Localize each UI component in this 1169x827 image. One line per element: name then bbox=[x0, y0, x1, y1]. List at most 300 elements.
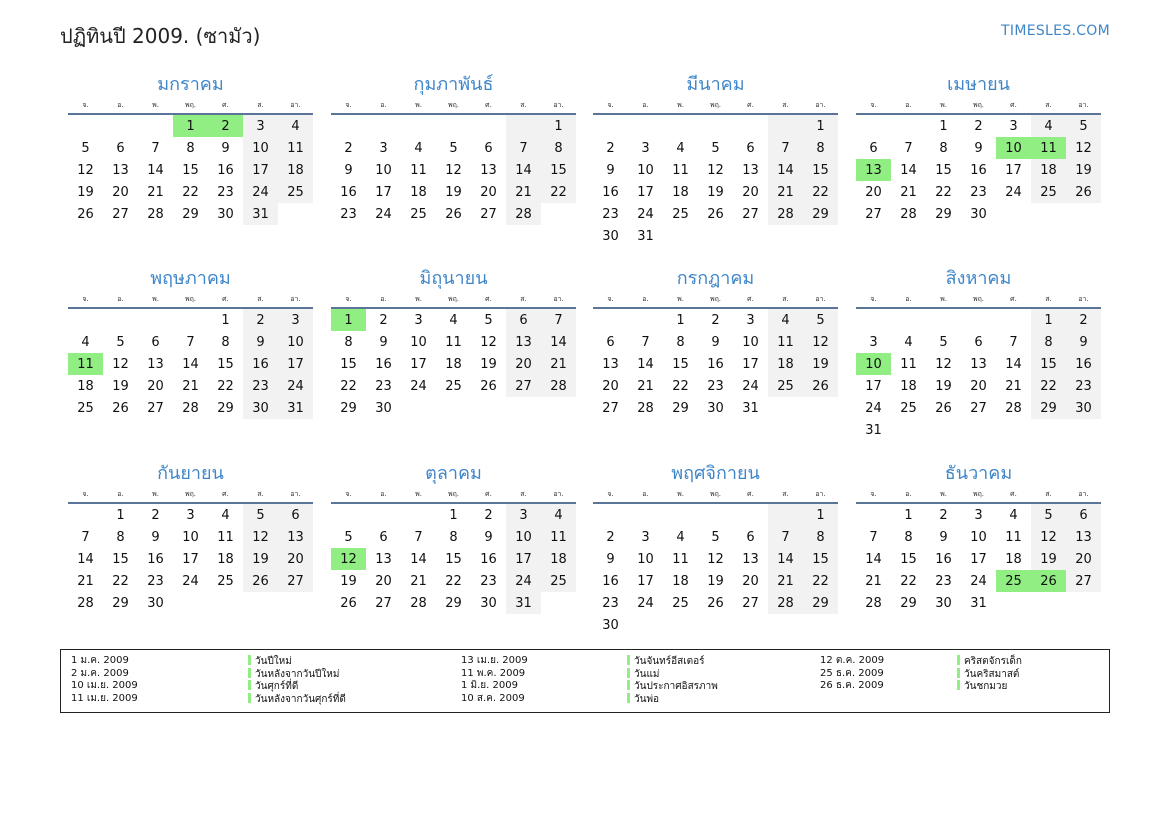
day-cell: 28 bbox=[182, 400, 199, 416]
day-cell: 28 bbox=[768, 592, 803, 614]
day-cell: 11 bbox=[1031, 137, 1066, 159]
day-cell: 24 bbox=[637, 595, 654, 611]
day-cell: 7 bbox=[1009, 334, 1018, 350]
weekday-label: พฤ. bbox=[447, 100, 460, 109]
day-cell: 25 bbox=[672, 595, 689, 611]
day-cell: 19 bbox=[112, 378, 129, 394]
day-cell: 25 bbox=[217, 573, 234, 589]
day-cell: 17 bbox=[970, 551, 987, 567]
day-cell: 6 bbox=[506, 309, 541, 331]
day-cell: 16 bbox=[707, 356, 724, 372]
day-cell: 29 bbox=[112, 595, 129, 611]
day-cell: 12 bbox=[77, 162, 94, 178]
day-cell: 3 bbox=[506, 504, 541, 526]
day-cell: 20 bbox=[506, 353, 541, 375]
legend-date: 11 พ.ค. 2009 bbox=[461, 667, 526, 679]
holiday-marker bbox=[627, 680, 630, 690]
day-cell: 23 bbox=[602, 595, 619, 611]
weekday-label: พ. bbox=[940, 294, 947, 303]
day-cell: 22 bbox=[340, 378, 357, 394]
empty-day-cell bbox=[891, 419, 926, 441]
day-cell: 20 bbox=[970, 378, 987, 394]
day-cell: 30 bbox=[480, 595, 497, 611]
day-cell: 24 bbox=[278, 375, 313, 397]
weekday-header bbox=[856, 487, 1101, 501]
day-cell: 9 bbox=[939, 529, 948, 545]
month-block bbox=[331, 72, 576, 225]
day-cell: 7 bbox=[81, 529, 90, 545]
day-cell: 3 bbox=[746, 312, 755, 328]
day-cell: 15 bbox=[900, 551, 917, 567]
weekday-label: อา. bbox=[553, 489, 564, 498]
day-cell: 10 bbox=[506, 526, 541, 548]
day-cell: 3 bbox=[641, 140, 650, 156]
day-cell: 19 bbox=[1031, 548, 1066, 570]
day-cell: 2 bbox=[208, 115, 243, 137]
empty-day-cell bbox=[891, 309, 926, 331]
day-cell: 29 bbox=[672, 400, 689, 416]
empty-day-cell bbox=[733, 504, 768, 526]
day-cell: 31 bbox=[865, 422, 882, 438]
day-cell: 14 bbox=[768, 159, 803, 181]
day-cell: 2 bbox=[974, 118, 983, 134]
empty-day-cell bbox=[803, 614, 838, 636]
weekday-label: ส. bbox=[1045, 100, 1052, 109]
day-cell: 30 bbox=[970, 206, 987, 222]
day-cell: 13 bbox=[742, 162, 759, 178]
empty-day-cell bbox=[436, 115, 471, 137]
weekday-label: จ. bbox=[607, 489, 614, 498]
day-cell: 14 bbox=[506, 159, 541, 181]
weekday-label: จ. bbox=[345, 100, 352, 109]
day-cell: 29 bbox=[900, 595, 917, 611]
day-cell: 27 bbox=[742, 206, 759, 222]
weekday-label: อ. bbox=[642, 100, 649, 109]
empty-day-cell bbox=[593, 504, 628, 526]
month-name: มิถุนายน bbox=[419, 268, 488, 289]
empty-day-cell bbox=[366, 504, 401, 526]
day-cell: 12 bbox=[1066, 137, 1101, 159]
day-cell: 4 bbox=[221, 507, 230, 523]
empty-day-cell bbox=[278, 203, 313, 225]
weekday-label: อ. bbox=[117, 489, 124, 498]
day-cell: 15 bbox=[182, 162, 199, 178]
day-cell: 21 bbox=[768, 570, 803, 592]
day-cell: 8 bbox=[344, 334, 353, 350]
weekday-label: ส. bbox=[782, 294, 789, 303]
weekday-label: พ. bbox=[152, 489, 159, 498]
day-grid bbox=[593, 504, 838, 636]
day-cell: 3 bbox=[414, 312, 423, 328]
weekday-label: ส. bbox=[1045, 294, 1052, 303]
day-cell: 22 bbox=[541, 181, 576, 203]
weekday-header bbox=[68, 487, 313, 501]
day-cell: 19 bbox=[707, 573, 724, 589]
month-name: พฤษภาคม bbox=[150, 268, 231, 289]
day-cell: 31 bbox=[637, 228, 654, 244]
day-cell: 1 bbox=[541, 115, 576, 137]
weekday-label: อ. bbox=[380, 100, 387, 109]
day-grid bbox=[331, 115, 576, 225]
day-cell: 21 bbox=[506, 181, 541, 203]
day-cell: 27 bbox=[278, 570, 313, 592]
day-cell: 12 bbox=[707, 162, 724, 178]
day-cell: 9 bbox=[974, 140, 983, 156]
day-cell: 27 bbox=[1066, 570, 1101, 592]
day-cell: 31 bbox=[278, 397, 313, 419]
empty-day-cell bbox=[506, 115, 541, 137]
day-cell: 23 bbox=[707, 378, 724, 394]
empty-day-cell bbox=[1031, 419, 1066, 441]
empty-day-cell bbox=[768, 225, 803, 247]
weekday-label: อา. bbox=[815, 489, 826, 498]
day-cell: 10 bbox=[996, 137, 1031, 159]
day-cell: 12 bbox=[480, 334, 497, 350]
day-cell: 1 bbox=[173, 115, 208, 137]
legend-name: วันประกาศอิสรภาพ bbox=[634, 681, 718, 692]
weekday-label: อา. bbox=[815, 294, 826, 303]
day-cell: 30 bbox=[1066, 397, 1101, 419]
day-cell: 30 bbox=[602, 228, 619, 244]
day-cell: 1 bbox=[221, 312, 230, 328]
day-cell: 24 bbox=[410, 378, 427, 394]
day-cell: 21 bbox=[182, 378, 199, 394]
legend-col-3-names bbox=[957, 655, 1022, 693]
day-cell: 18 bbox=[410, 184, 427, 200]
month-block bbox=[331, 461, 576, 614]
empty-day-cell bbox=[663, 115, 698, 137]
day-cell: 8 bbox=[803, 137, 838, 159]
day-cell: 8 bbox=[541, 137, 576, 159]
day-cell: 2 bbox=[606, 140, 615, 156]
weekday-header bbox=[331, 292, 576, 306]
holiday-marker bbox=[627, 655, 630, 665]
day-cell: 27 bbox=[742, 595, 759, 611]
day-cell: 16 bbox=[217, 162, 234, 178]
day-cell: 12 bbox=[445, 162, 462, 178]
day-cell: 24 bbox=[742, 378, 759, 394]
day-cell: 28 bbox=[1005, 400, 1022, 416]
day-cell: 15 bbox=[935, 162, 952, 178]
day-cell: 2 bbox=[484, 507, 493, 523]
holiday-marker bbox=[957, 655, 960, 665]
day-cell: 22 bbox=[182, 184, 199, 200]
day-cell: 17 bbox=[410, 356, 427, 372]
day-cell: 20 bbox=[1066, 548, 1101, 570]
weekday-header bbox=[593, 98, 838, 112]
day-cell: 29 bbox=[803, 203, 838, 225]
weekday-header bbox=[856, 98, 1101, 112]
empty-day-cell bbox=[401, 397, 436, 419]
weekday-label: ศ. bbox=[222, 294, 229, 303]
day-cell: 17 bbox=[865, 378, 882, 394]
day-cell: 8 bbox=[676, 334, 685, 350]
weekday-label: อ. bbox=[117, 294, 124, 303]
day-grid bbox=[856, 504, 1101, 614]
page-title: ปฏิทินปี 2009. (ซามัว) bbox=[60, 24, 261, 48]
day-cell: 23 bbox=[970, 184, 987, 200]
site-link[interactable]: TIMESLES.COM bbox=[1001, 23, 1110, 39]
weekday-label: พ. bbox=[940, 100, 947, 109]
weekday-label: จ. bbox=[345, 294, 352, 303]
empty-day-cell bbox=[663, 504, 698, 526]
day-cell: 7 bbox=[414, 529, 423, 545]
day-cell: 1 bbox=[1031, 309, 1066, 331]
weekday-label: อ. bbox=[380, 294, 387, 303]
day-cell: 1 bbox=[449, 507, 458, 523]
day-cell: 24 bbox=[182, 573, 199, 589]
day-cell: 12 bbox=[331, 548, 366, 570]
empty-day-cell bbox=[506, 397, 541, 419]
day-cell: 19 bbox=[445, 184, 462, 200]
day-cell: 5 bbox=[803, 309, 838, 331]
day-cell: 23 bbox=[480, 573, 497, 589]
day-cell: 5 bbox=[116, 334, 125, 350]
weekday-label: พฤ. bbox=[184, 489, 197, 498]
legend-date: 1 ม.ค. 2009 bbox=[71, 655, 129, 666]
empty-day-cell bbox=[628, 115, 663, 137]
day-cell: 31 bbox=[506, 592, 541, 614]
holiday-marker bbox=[248, 655, 251, 665]
day-cell: 25 bbox=[996, 570, 1031, 592]
day-cell: 16 bbox=[602, 184, 619, 200]
day-cell: 2 bbox=[939, 507, 948, 523]
weekday-label: พฤ. bbox=[447, 489, 460, 498]
day-cell: 9 bbox=[221, 140, 230, 156]
day-cell: 11 bbox=[217, 529, 234, 545]
day-cell: 23 bbox=[935, 573, 952, 589]
day-cell: 26 bbox=[112, 400, 129, 416]
day-cell: 15 bbox=[340, 356, 357, 372]
day-cell: 11 bbox=[541, 526, 576, 548]
empty-day-cell bbox=[733, 115, 768, 137]
weekday-label: พ. bbox=[415, 489, 422, 498]
weekday-label: อ. bbox=[117, 100, 124, 109]
day-cell: 30 bbox=[375, 400, 392, 416]
day-cell: 25 bbox=[541, 570, 576, 592]
month-name: มีนาคม bbox=[686, 74, 745, 95]
empty-day-cell bbox=[331, 115, 366, 137]
day-cell: 24 bbox=[1005, 184, 1022, 200]
weekday-label: อ. bbox=[905, 294, 912, 303]
weekday-label: ศ. bbox=[1010, 294, 1017, 303]
day-cell: 23 bbox=[243, 375, 278, 397]
day-cell: 26 bbox=[707, 206, 724, 222]
day-cell: 18 bbox=[278, 159, 313, 181]
day-cell: 13 bbox=[1066, 526, 1101, 548]
weekday-label: จ. bbox=[870, 100, 877, 109]
day-cell: 28 bbox=[865, 595, 882, 611]
day-cell: 12 bbox=[707, 551, 724, 567]
weekday-label: ศ. bbox=[1010, 100, 1017, 109]
legend-name: วันแม่ bbox=[634, 668, 660, 680]
day-cell: 28 bbox=[77, 595, 94, 611]
day-cell: 20 bbox=[742, 573, 759, 589]
day-cell: 6 bbox=[484, 140, 493, 156]
day-cell: 22 bbox=[445, 573, 462, 589]
day-cell: 11 bbox=[68, 353, 103, 375]
weekday-label: อ. bbox=[642, 294, 649, 303]
day-cell: 21 bbox=[900, 184, 917, 200]
empty-day-cell bbox=[103, 309, 138, 331]
month-name: พฤศจิกายน bbox=[671, 463, 760, 484]
day-cell: 11 bbox=[672, 162, 689, 178]
empty-day-cell bbox=[331, 504, 366, 526]
empty-day-cell bbox=[1066, 419, 1101, 441]
empty-day-cell bbox=[138, 115, 173, 137]
day-cell: 11 bbox=[445, 334, 462, 350]
day-cell: 6 bbox=[278, 504, 313, 526]
day-cell: 14 bbox=[865, 551, 882, 567]
day-cell: 10 bbox=[243, 137, 278, 159]
empty-day-cell bbox=[68, 115, 103, 137]
month-block bbox=[68, 72, 313, 225]
weekday-label: พฤ. bbox=[709, 294, 722, 303]
weekday-label: อ. bbox=[642, 489, 649, 498]
day-cell: 8 bbox=[186, 140, 195, 156]
day-cell: 5 bbox=[939, 334, 948, 350]
weekday-label: พ. bbox=[677, 294, 684, 303]
weekday-label: ส. bbox=[257, 100, 264, 109]
day-cell: 30 bbox=[935, 595, 952, 611]
empty-day-cell bbox=[173, 592, 208, 614]
day-cell: 27 bbox=[480, 206, 497, 222]
day-cell: 3 bbox=[379, 140, 388, 156]
day-cell: 28 bbox=[506, 203, 541, 225]
day-cell: 26 bbox=[707, 595, 724, 611]
day-cell: 15 bbox=[803, 159, 838, 181]
day-cell: 15 bbox=[1031, 353, 1066, 375]
empty-day-cell bbox=[698, 115, 733, 137]
empty-day-cell bbox=[471, 397, 506, 419]
day-cell: 6 bbox=[379, 529, 388, 545]
day-cell: 9 bbox=[484, 529, 493, 545]
day-cell: 8 bbox=[221, 334, 230, 350]
day-grid bbox=[68, 115, 313, 225]
legend-name: วันจันทร์อีสเตอร์ bbox=[634, 656, 705, 667]
empty-day-cell bbox=[243, 592, 278, 614]
empty-day-cell bbox=[856, 115, 891, 137]
day-cell: 17 bbox=[243, 159, 278, 181]
weekday-label: อา. bbox=[1078, 294, 1089, 303]
empty-day-cell bbox=[856, 309, 891, 331]
day-cell: 10 bbox=[856, 353, 891, 375]
day-cell: 9 bbox=[711, 334, 720, 350]
day-cell: 19 bbox=[935, 378, 952, 394]
day-cell: 6 bbox=[151, 334, 160, 350]
day-cell: 16 bbox=[1066, 353, 1101, 375]
day-cell: 10 bbox=[410, 334, 427, 350]
day-cell: 14 bbox=[900, 162, 917, 178]
day-cell: 18 bbox=[445, 356, 462, 372]
day-cell: 3 bbox=[278, 309, 313, 331]
day-cell: 18 bbox=[672, 184, 689, 200]
legend-name: วันคริสมาสต์ bbox=[964, 668, 1020, 680]
empty-day-cell bbox=[471, 115, 506, 137]
day-cell: 27 bbox=[147, 400, 164, 416]
day-cell: 3 bbox=[243, 115, 278, 137]
day-cell: 16 bbox=[147, 551, 164, 567]
day-cell: 4 bbox=[676, 529, 685, 545]
day-cell: 20 bbox=[742, 184, 759, 200]
day-cell: 18 bbox=[217, 551, 234, 567]
day-cell: 14 bbox=[410, 551, 427, 567]
legend-col-1-dates bbox=[71, 655, 138, 705]
day-cell: 5 bbox=[344, 529, 353, 545]
legend-date: 2 ม.ค. 2009 bbox=[71, 667, 129, 679]
empty-day-cell bbox=[628, 614, 663, 636]
day-cell: 18 bbox=[1005, 551, 1022, 567]
month-block bbox=[856, 72, 1101, 225]
weekday-header bbox=[593, 292, 838, 306]
empty-day-cell bbox=[593, 309, 628, 331]
day-cell: 18 bbox=[768, 353, 803, 375]
day-cell: 13 bbox=[278, 526, 313, 548]
day-grid bbox=[593, 115, 838, 247]
day-cell: 13 bbox=[112, 162, 129, 178]
day-cell: 11 bbox=[410, 162, 427, 178]
weekday-label: ศ. bbox=[747, 294, 754, 303]
day-cell: 7 bbox=[768, 137, 803, 159]
day-cell: 6 bbox=[869, 140, 878, 156]
empty-day-cell bbox=[138, 309, 173, 331]
day-cell: 16 bbox=[970, 162, 987, 178]
day-cell: 17 bbox=[1005, 162, 1022, 178]
day-cell: 29 bbox=[217, 400, 234, 416]
day-cell: 2 bbox=[344, 140, 353, 156]
day-grid bbox=[331, 309, 576, 419]
month-block bbox=[593, 72, 838, 247]
day-cell: 14 bbox=[768, 548, 803, 570]
day-cell: 2 bbox=[711, 312, 720, 328]
weekday-label: จ. bbox=[82, 294, 89, 303]
day-cell: 23 bbox=[602, 206, 619, 222]
month-name: กรกฎาคม bbox=[676, 268, 755, 289]
day-cell: 17 bbox=[278, 353, 313, 375]
empty-day-cell bbox=[996, 203, 1031, 225]
weekday-label: ศ. bbox=[485, 489, 492, 498]
day-cell: 7 bbox=[506, 137, 541, 159]
empty-day-cell bbox=[996, 419, 1031, 441]
day-cell: 14 bbox=[637, 356, 654, 372]
day-cell: 19 bbox=[243, 548, 278, 570]
day-cell: 8 bbox=[803, 526, 838, 548]
weekday-label: จ. bbox=[607, 294, 614, 303]
legend-date: 13 เม.ย. 2009 bbox=[461, 655, 528, 666]
weekday-label: พ. bbox=[677, 100, 684, 109]
weekday-label: พ. bbox=[415, 100, 422, 109]
day-cell: 1 bbox=[676, 312, 685, 328]
empty-day-cell bbox=[663, 614, 698, 636]
weekday-header bbox=[68, 292, 313, 306]
month-block bbox=[593, 266, 838, 419]
weekday-label: อา. bbox=[553, 294, 564, 303]
empty-day-cell bbox=[926, 419, 961, 441]
day-cell: 16 bbox=[935, 551, 952, 567]
weekday-label: พ. bbox=[152, 100, 159, 109]
day-cell: 10 bbox=[637, 162, 654, 178]
day-cell: 11 bbox=[278, 137, 313, 159]
weekday-label: พ. bbox=[152, 294, 159, 303]
day-cell: 6 bbox=[746, 140, 755, 156]
day-cell: 5 bbox=[1066, 115, 1101, 137]
day-cell: 28 bbox=[637, 400, 654, 416]
weekday-label: ศ. bbox=[1010, 489, 1017, 498]
empty-day-cell bbox=[768, 115, 803, 137]
empty-day-cell bbox=[698, 614, 733, 636]
day-cell: 21 bbox=[77, 573, 94, 589]
day-cell: 18 bbox=[672, 573, 689, 589]
